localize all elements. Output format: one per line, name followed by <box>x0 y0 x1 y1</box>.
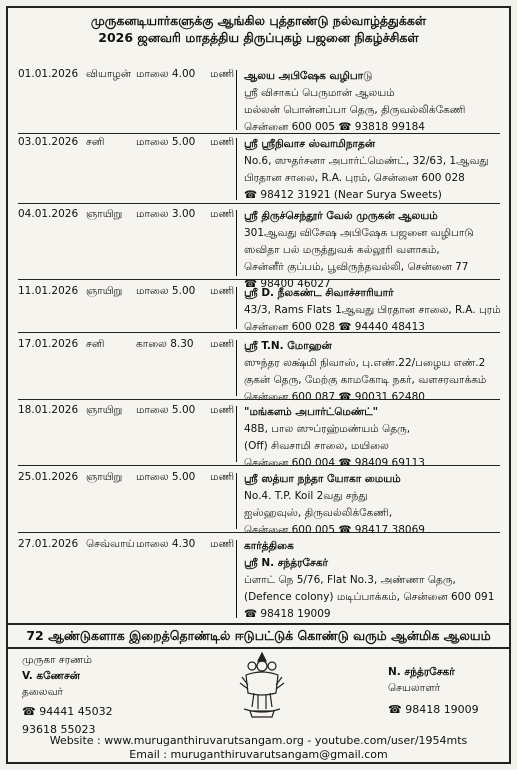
event-date: 01.01.2026 <box>18 68 79 80</box>
leader-phone-2: 93618 55023 <box>22 723 96 736</box>
event-date: 18.01.2026 <box>18 404 79 416</box>
venue-line: No.6, ஸுதர்சனா அபார்ட்மெண்ட், 32/63, 1ஆவது <box>244 155 489 167</box>
venue-line: மல்லன் பொன்னப்பா தெரு, திருவல்லிக்கேணி <box>244 104 466 116</box>
venue-line: ஸவிதா பல் மருத்துவக் கல்லூரி வளாகம், <box>244 244 440 256</box>
bracket-divider <box>236 340 237 396</box>
venue-line: ஸ்ரீ விசாகப் பெருமான் ஆலயம் <box>244 87 395 99</box>
venue-line: சென்னை 600 087 ☎ 90031 62480 <box>244 391 425 403</box>
venue-line: சென்னை 600 005 ☎ 93818 99184 <box>244 121 425 133</box>
venue-line: No.4. T.P. Koil 2வது சந்து <box>244 490 368 502</box>
event-time: மாலை 5.00 <box>136 471 196 483</box>
row-divider <box>18 532 500 533</box>
row-divider <box>18 465 500 466</box>
header-schedule-title: 2026 ஜனவரி மாதத்திய திருப்புகழ் பஜனை நிகழ்ச்சிகள் <box>98 30 419 45</box>
leader-role: தலைவர் <box>22 686 64 698</box>
event-row <box>8 136 509 204</box>
event-time: மாலை 5.00 <box>136 285 196 297</box>
event-date: 03.01.2026 <box>18 136 79 148</box>
header-greeting: முருகனடியார்களுக்கு ஆங்கில புத்தாண்டு நல்வாழ்த்துக்கள் <box>90 13 427 28</box>
event-date: 04.01.2026 <box>18 208 79 220</box>
venue-line: ஐஸ்ஹவுஸ், திருவல்லிக்கேணி, <box>244 507 393 519</box>
venue-line: ஸுந்தர லக்ஷ்மி நிவாஸ், பு.எண்.22/பழைய எண்.2 <box>244 357 486 369</box>
event-day: சனி <box>86 136 105 148</box>
venue-line: 43/3, Rams Flats 1ஆவது பிரதான சாலை, R.A. புரம் <box>244 304 501 316</box>
leader-block <box>22 652 113 738</box>
event-time: மாலை 4.30 <box>136 538 196 550</box>
event-date: 11.01.2026 <box>18 285 79 297</box>
event-time: காலை 8.30 <box>136 338 194 350</box>
venue-line: ☎ 98400 46027 <box>244 278 331 290</box>
event-day: ஞாயிறு <box>86 208 123 220</box>
bracket-divider <box>236 210 237 276</box>
email-link[interactable]: Email : muruganthiruvarutsangam@gmail.com <box>129 748 388 761</box>
venue-title: ஸ்ரீ ஸத்யா நந்தா யோகா மையம் <box>244 473 401 485</box>
venue-line: ஸ்ரீ N. சந்த்ரசேகர் <box>244 557 329 569</box>
event-day: செவ்வாய் <box>86 538 135 550</box>
leader-salute: முருகா சரணம் <box>22 654 92 666</box>
venue-line: (Off) சிவசாமி சாலை, மயிலை <box>244 440 389 452</box>
event-row <box>8 404 509 469</box>
event-day: சனி <box>86 338 105 350</box>
event-time-unit: மணி <box>210 68 235 80</box>
event-time: மாலை 5.00 <box>136 404 196 416</box>
event-row <box>8 538 509 622</box>
venue-title: ஸ்ரீ D. நீலகண்ட சிவாச்சாரியார் <box>244 287 394 299</box>
bracket-divider <box>236 406 237 462</box>
event-venue <box>244 208 504 293</box>
event-venue <box>244 471 504 539</box>
venue-line: 48B, பால ஸுப்ரஹ்மண்யம் தெரு, <box>244 423 411 435</box>
event-time-unit: மணி <box>210 538 235 550</box>
header <box>8 12 509 46</box>
event-date: 27.01.2026 <box>18 538 79 550</box>
venue-line: (Defence colony) மடிப்பாக்கம், சென்னை 600 091 <box>244 591 495 603</box>
venue-title: கார்த்திகை <box>244 540 294 552</box>
row-divider <box>18 203 500 204</box>
website-link[interactable]: Website : www.muruganthiruvarutsangam.org - youtube.com/user/1954mts <box>49 734 468 747</box>
bracket-divider <box>236 473 237 529</box>
event-date: 25.01.2026 <box>18 471 79 483</box>
event-row <box>8 68 509 134</box>
venue-line: சென்னீர் குப்பம், பூவிருந்தவல்லி, சென்னை 77 <box>244 261 469 273</box>
event-time-unit: மணி <box>210 404 235 416</box>
venue-line: ☎ 98412 31921 (Near Surya Sweets) <box>244 189 442 201</box>
venue-line: பிரதான சாலை, R.A. புரம், சென்னை 600 028 <box>244 172 465 184</box>
event-day: வியாழன் <box>86 68 132 80</box>
event-time-unit: மணி <box>210 338 235 350</box>
row-divider <box>18 332 500 333</box>
event-day: ஞாயிறு <box>86 404 123 416</box>
event-row <box>8 338 509 403</box>
event-venue <box>244 338 504 406</box>
venue-title: ஸ்ரீ திருச்செந்தூர் வேல் முருகன் ஆலயம் <box>244 210 438 222</box>
secretary-block <box>388 664 479 718</box>
row-divider <box>18 133 500 134</box>
venue-line: ப்ளாட் நெ 5/76, Flat No.3, அண்ணா தெரு, <box>244 574 456 586</box>
venue-line: சென்னை 600 004 ☎ 98409 69113 <box>244 457 425 469</box>
venue-title: ஸ்ரீ T.N. மோஹன் <box>244 340 332 352</box>
event-venue <box>244 68 504 136</box>
event-time-unit: மணி <box>210 136 235 148</box>
row-divider <box>18 279 500 280</box>
event-time-unit: மணி <box>210 208 235 220</box>
event-time-unit: மணி <box>210 285 235 297</box>
bracket-divider <box>236 287 237 329</box>
event-time: மாலை 4.00 <box>136 68 196 80</box>
event-venue <box>244 538 504 623</box>
event-date: 17.01.2026 <box>18 338 79 350</box>
bracket-divider <box>236 540 237 618</box>
event-venue <box>244 285 504 336</box>
secretary-phone: ☎ 98418 19009 <box>388 703 479 716</box>
contact-footer <box>8 734 509 762</box>
murugan-idol-emblem <box>236 649 288 719</box>
bracket-divider <box>236 138 237 200</box>
secretary-role: செயலாளர் <box>388 682 441 694</box>
bhajan-schedule-page <box>6 6 511 764</box>
venue-line: சென்னை 600 028 ☎ 94440 48413 <box>244 321 425 333</box>
event-row <box>8 208 509 290</box>
venue-title: ஆலய அபிஷேக வழிபாடு <box>244 70 373 82</box>
event-time: மாலை 3.00 <box>136 208 196 220</box>
event-time-unit: மணி <box>210 471 235 483</box>
venue-title: "மங்களம் அபார்ட்மெண்ட்" <box>244 406 379 418</box>
event-day: ஞாயிறு <box>86 471 123 483</box>
bracket-divider <box>236 70 237 130</box>
venue-line: குகன் தெரு, மேற்கு காமகோடி நகர், வளசரவாக்கம் <box>244 374 487 386</box>
venue-line: 301ஆவது விசேஷ அபிஷேக பஜனை வழிபாடு <box>244 227 474 239</box>
venue-line: சென்னை 600 005 ☎ 98417 38069 <box>244 524 425 536</box>
secretary-name: N. சந்த்ரசேகர் <box>388 666 455 678</box>
event-day: ஞாயிறு <box>86 285 123 297</box>
event-venue <box>244 404 504 472</box>
row-divider <box>18 399 500 400</box>
temple-banner: 72 ஆண்டுகளாக இறைத்தொண்டில் ஈடுபட்டுக் கொண்டு வரும் ஆன்மிக ஆலயம் <box>8 623 509 649</box>
event-row <box>8 471 509 536</box>
venue-line: ☎ 98418 19009 <box>244 608 331 620</box>
event-venue <box>244 136 504 204</box>
venue-title: ஸ்ரீ ஸ்ரீநிவாச ஸ்வாமிநாதன் <box>244 138 376 150</box>
event-row <box>8 285 509 333</box>
leader-name: V. கணேசன் <box>22 670 80 682</box>
leader-phone-1: ☎ 94441 45032 <box>22 705 113 718</box>
event-time: மாலை 5.00 <box>136 136 196 148</box>
